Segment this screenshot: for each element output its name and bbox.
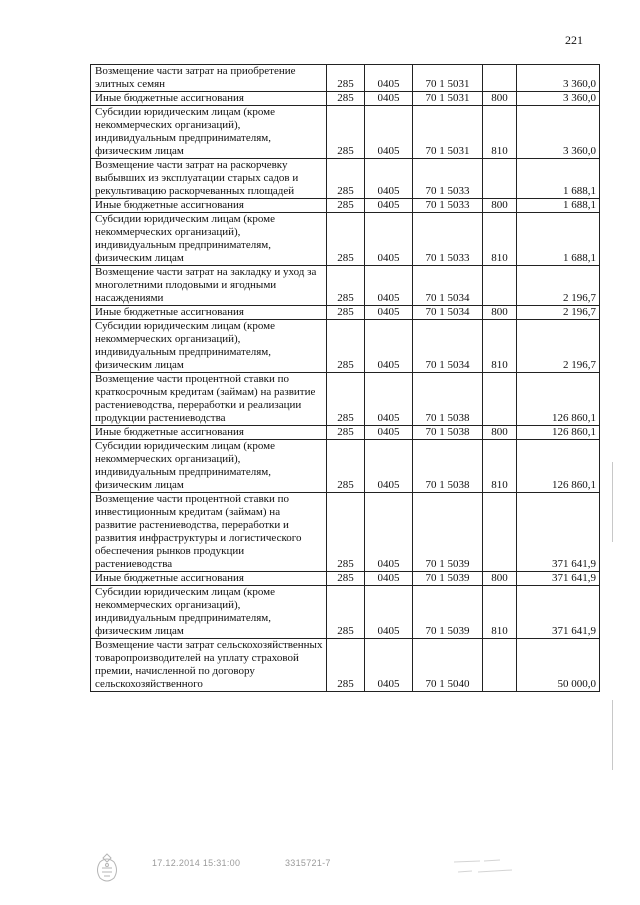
row-ved-cell: 285 <box>327 493 365 572</box>
row-csr-cell: 70 1 5031 <box>413 106 483 159</box>
row-csr-cell: 70 1 5038 <box>413 426 483 440</box>
row-ved-cell: 285 <box>327 159 365 199</box>
row-ved-cell: 285 <box>327 639 365 692</box>
row-rz-cell: 0405 <box>365 639 413 692</box>
footer <box>0 852 640 892</box>
row-amount-cell: 1 688,1 <box>517 213 600 266</box>
row-name-cell: Возмещение части затрат на закладку и уход за многолетними плодовыми и ягодными насаждениями <box>91 266 327 306</box>
row-rz-cell: 0405 <box>365 426 413 440</box>
row-csr-cell: 70 1 5031 <box>413 65 483 92</box>
row-rz-cell: 0405 <box>365 572 413 586</box>
row-ved-cell: 285 <box>327 199 365 213</box>
budget-table <box>90 64 600 692</box>
row-csr-cell: 70 1 5039 <box>413 572 483 586</box>
row-csr-cell: 70 1 5038 <box>413 373 483 426</box>
row-ved-cell: 285 <box>327 306 365 320</box>
table-row <box>91 493 600 572</box>
row-name-cell: Возмещение части затрат на приобретение элитных семян <box>91 65 327 92</box>
table-row <box>91 572 600 586</box>
row-ved-cell: 285 <box>327 586 365 639</box>
row-vr-cell <box>483 493 517 572</box>
row-rz-cell: 0405 <box>365 266 413 306</box>
row-vr-cell: 810 <box>483 106 517 159</box>
table-row <box>91 426 600 440</box>
row-rz-cell: 0405 <box>365 213 413 266</box>
row-rz-cell: 0405 <box>365 92 413 106</box>
row-ved-cell: 285 <box>327 426 365 440</box>
row-rz-cell: 0405 <box>365 320 413 373</box>
row-vr-cell: 810 <box>483 440 517 493</box>
margin-mark <box>612 462 613 542</box>
row-name-cell: Возмещение части процентной ставки по краткосрочным кредитам (займам) на развитие растениеводства, переработки и реализации продукции растениеводства <box>91 373 327 426</box>
footer-code: 3315721-7 <box>285 858 331 868</box>
row-name-cell: Субсидии юридическим лицам (кроме некоммерческих организаций), индивидуальным предпринимателям, физическим лицам <box>91 586 327 639</box>
row-name-cell: Иные бюджетные ассигнования <box>91 92 327 106</box>
row-name-cell: Возмещение части процентной ставки по инвестиционным кредитам (займам) на развитие растениеводства, переработки и развития инфраструктуры и логистического обеспечения рынков продукции растениеводства <box>91 493 327 572</box>
row-vr-cell: 800 <box>483 572 517 586</box>
row-csr-cell: 70 1 5034 <box>413 306 483 320</box>
row-amount-cell: 126 860,1 <box>517 373 600 426</box>
row-amount-cell: 3 360,0 <box>517 65 600 92</box>
row-amount-cell: 50 000,0 <box>517 639 600 692</box>
row-name-cell: Возмещение части затрат сельскохозяйственных товаропроизводителей на уплату страховой премии, начисленной по договору сельскохозяйственного <box>91 639 327 692</box>
row-vr-cell: 800 <box>483 92 517 106</box>
row-rz-cell: 0405 <box>365 493 413 572</box>
row-csr-cell: 70 1 5038 <box>413 440 483 493</box>
row-amount-cell: 2 196,7 <box>517 320 600 373</box>
row-name-cell: Иные бюджетные ассигнования <box>91 306 327 320</box>
row-rz-cell: 0405 <box>365 159 413 199</box>
row-vr-cell: 810 <box>483 586 517 639</box>
row-csr-cell: 70 1 5039 <box>413 493 483 572</box>
row-amount-cell: 1 688,1 <box>517 199 600 213</box>
table-row <box>91 373 600 426</box>
row-vr-cell <box>483 159 517 199</box>
row-ved-cell: 285 <box>327 65 365 92</box>
row-amount-cell: 371 641,9 <box>517 572 600 586</box>
row-rz-cell: 0405 <box>365 106 413 159</box>
row-name-cell: Иные бюджетные ассигнования <box>91 572 327 586</box>
row-amount-cell: 126 860,1 <box>517 426 600 440</box>
row-csr-cell: 70 1 5040 <box>413 639 483 692</box>
row-amount-cell: 371 641,9 <box>517 586 600 639</box>
row-vr-cell: 810 <box>483 320 517 373</box>
row-ved-cell: 285 <box>327 106 365 159</box>
table-row <box>91 639 600 692</box>
row-name-cell: Субсидии юридическим лицам (кроме некоммерческих организаций), индивидуальным предпринимателям, физическим лицам <box>91 440 327 493</box>
stamp-icon <box>92 852 122 886</box>
row-vr-cell: 800 <box>483 199 517 213</box>
row-amount-cell: 1 688,1 <box>517 159 600 199</box>
row-ved-cell: 285 <box>327 320 365 373</box>
row-ved-cell: 285 <box>327 572 365 586</box>
faint-stamp-icon <box>452 852 532 882</box>
row-ved-cell: 285 <box>327 92 365 106</box>
row-ved-cell: 285 <box>327 213 365 266</box>
row-vr-cell: 810 <box>483 213 517 266</box>
row-name-cell: Субсидии юридическим лицам (кроме некоммерческих организаций), индивидуальным предпринимателям, физическим лицам <box>91 213 327 266</box>
table-row <box>91 92 600 106</box>
page-number: 221 <box>565 33 583 47</box>
row-csr-cell: 70 1 5039 <box>413 586 483 639</box>
row-rz-cell: 0405 <box>365 440 413 493</box>
row-csr-cell: 70 1 5033 <box>413 159 483 199</box>
row-name-cell: Иные бюджетные ассигнования <box>91 426 327 440</box>
row-rz-cell: 0405 <box>365 586 413 639</box>
row-csr-cell: 70 1 5033 <box>413 213 483 266</box>
row-amount-cell: 2 196,7 <box>517 306 600 320</box>
table-row <box>91 159 600 199</box>
row-csr-cell: 70 1 5033 <box>413 199 483 213</box>
row-ved-cell: 285 <box>327 266 365 306</box>
row-rz-cell: 0405 <box>365 373 413 426</box>
row-csr-cell: 70 1 5034 <box>413 320 483 373</box>
row-amount-cell: 3 360,0 <box>517 106 600 159</box>
footer-date: 17.12.2014 15:31:00 <box>152 858 241 868</box>
table-row <box>91 65 600 92</box>
row-rz-cell: 0405 <box>365 65 413 92</box>
row-amount-cell: 126 860,1 <box>517 440 600 493</box>
row-vr-cell: 800 <box>483 426 517 440</box>
row-vr-cell <box>483 266 517 306</box>
row-csr-cell: 70 1 5031 <box>413 92 483 106</box>
budget-table-body <box>91 65 600 692</box>
margin-mark <box>612 700 613 770</box>
table-row <box>91 586 600 639</box>
table-row <box>91 199 600 213</box>
table-row <box>91 106 600 159</box>
table-row <box>91 320 600 373</box>
table-row <box>91 266 600 306</box>
table-row <box>91 306 600 320</box>
row-rz-cell: 0405 <box>365 306 413 320</box>
row-amount-cell: 2 196,7 <box>517 266 600 306</box>
table-row <box>91 213 600 266</box>
row-vr-cell: 800 <box>483 306 517 320</box>
row-ved-cell: 285 <box>327 440 365 493</box>
row-rz-cell: 0405 <box>365 199 413 213</box>
row-name-cell: Субсидии юридическим лицам (кроме некоммерческих организаций), индивидуальным предпринимателям, физическим лицам <box>91 320 327 373</box>
row-name-cell: Возмещение части затрат на раскорчевку выбывших из эксплуатации старых садов и рекультивацию раскорчеванных площадей <box>91 159 327 199</box>
row-name-cell: Иные бюджетные ассигнования <box>91 199 327 213</box>
row-amount-cell: 3 360,0 <box>517 92 600 106</box>
row-ved-cell: 285 <box>327 373 365 426</box>
row-amount-cell: 371 641,9 <box>517 493 600 572</box>
row-vr-cell <box>483 639 517 692</box>
row-csr-cell: 70 1 5034 <box>413 266 483 306</box>
row-vr-cell <box>483 65 517 92</box>
row-name-cell: Субсидии юридическим лицам (кроме некоммерческих организаций), индивидуальным предпринимателям, физическим лицам <box>91 106 327 159</box>
table-row <box>91 440 600 493</box>
row-vr-cell <box>483 373 517 426</box>
